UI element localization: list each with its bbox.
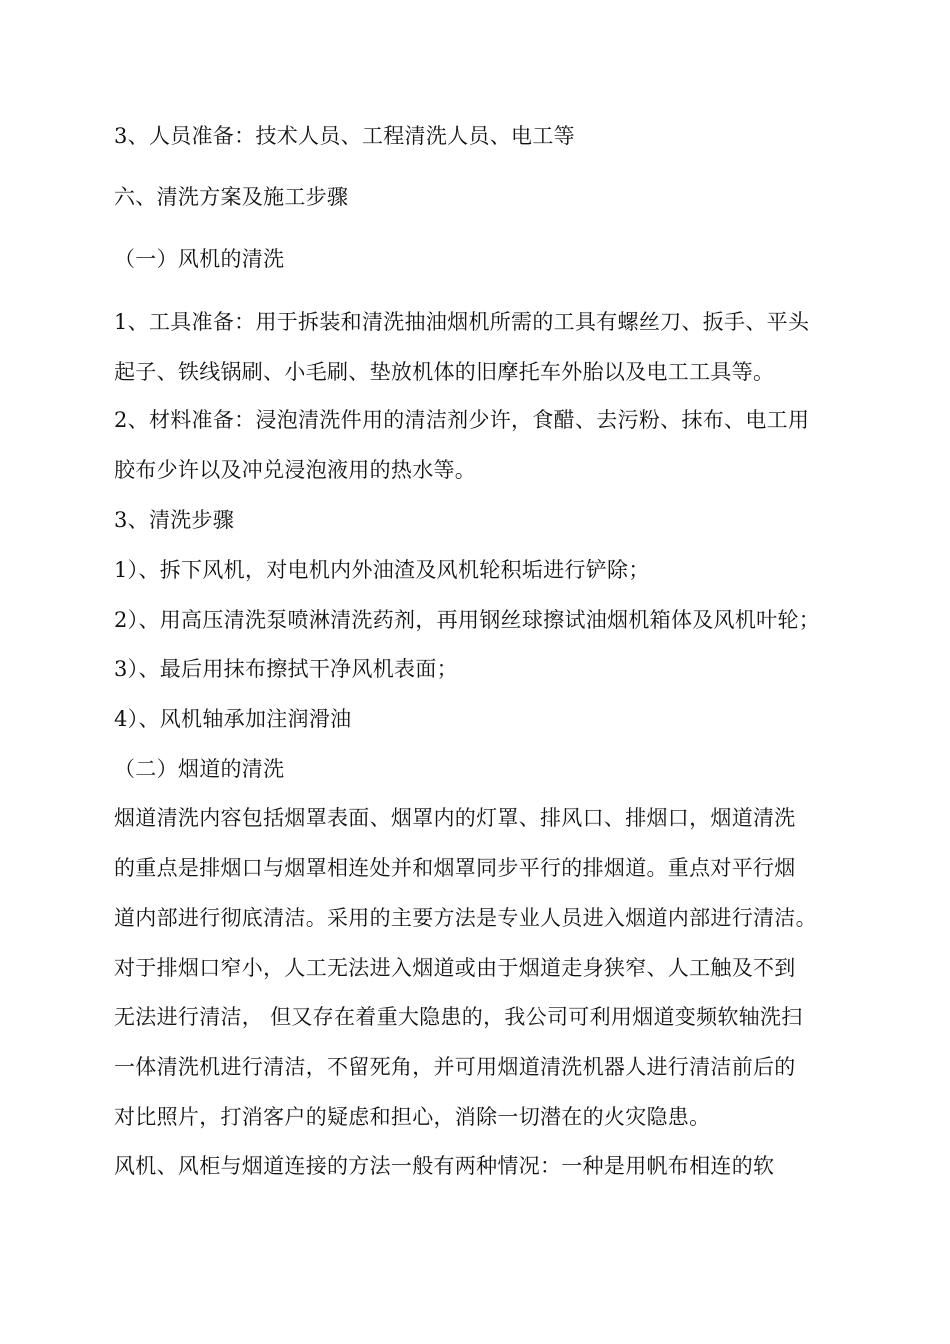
paragraph-connection-line-1: 风机、风柜与烟道连接的方法一般有两种情况：一种是用帆布相连的软 bbox=[114, 1154, 775, 1178]
heading-fan-cleaning: （一）风机的清洗 bbox=[114, 247, 285, 271]
line-personnel-prep: 3、人员准备：技术人员、工程清洗人员、电工等 bbox=[114, 124, 575, 148]
step-4: 4）、风机轴承加注润滑油 bbox=[114, 707, 352, 731]
step-3: 3）、最后用抹布擦拭干净风机表面； bbox=[114, 657, 458, 681]
line-tools-prep-2: 起子、铁线锅刷、小毛刷、垫放机体的旧摩托车外胎以及电工工具等。 bbox=[114, 360, 775, 384]
paragraph-flue-line-6: 一体清洗机进行清洁，不留死角，并可用烟道清洗机器人进行清洁前后的 bbox=[114, 1055, 796, 1079]
paragraph-flue-line-4: 对于排烟口窄小，人工无法进入烟道或由于烟道走身狭窄、人工触及不到 bbox=[114, 956, 796, 980]
line-tools-prep-1: 1、工具准备：用于拆装和清洗抽油烟机所需的工具有螺丝刀、扳手、平头 bbox=[114, 310, 810, 334]
paragraph-flue-line-1: 烟道清洗内容包括烟罩表面、烟罩内的灯罩、排风口、排烟口，烟道清洗 bbox=[114, 806, 796, 830]
line-materials-prep-1: 2、材料准备：浸泡清洗件用的清洁剂少许，食醋、去污粉、抹布、电工用 bbox=[114, 408, 810, 432]
step-1: 1）、拆下风机，对电机内外油渣及风机轮积垢进行铲除； bbox=[114, 558, 650, 582]
heading-flue-cleaning: （二）烟道的清洗 bbox=[114, 757, 285, 781]
paragraph-flue-line-3: 道内部进行彻底清洁。采用的主要方法是专业人员进入烟道内部进行清洁。 bbox=[114, 906, 817, 930]
heading-cleaning-steps: 3、清洗步骤 bbox=[114, 508, 235, 532]
step-2: 2）、用高压清洗泵喷淋清洗药剂，再用钢丝球擦试油烟机箱体及风机叶轮； bbox=[114, 608, 821, 632]
paragraph-flue-line-5: 无法进行清洁， 但又存在着重大隐患的，我公司可利用烟道变频软轴洗扫 bbox=[114, 1005, 803, 1029]
line-materials-prep-2: 胶布少许以及冲兑浸泡液用的热水等。 bbox=[114, 458, 477, 482]
paragraph-flue-line-2: 的重点是排烟口与烟罩相连处并和烟罩同步平行的排烟道。重点对平行烟 bbox=[114, 856, 796, 880]
heading-section-six: 六、清洗方案及施工步骤 bbox=[114, 185, 349, 209]
paragraph-flue-line-7: 对比照片，打消客户的疑虑和担心，消除一切潜在的火灾隐患。 bbox=[114, 1105, 711, 1129]
